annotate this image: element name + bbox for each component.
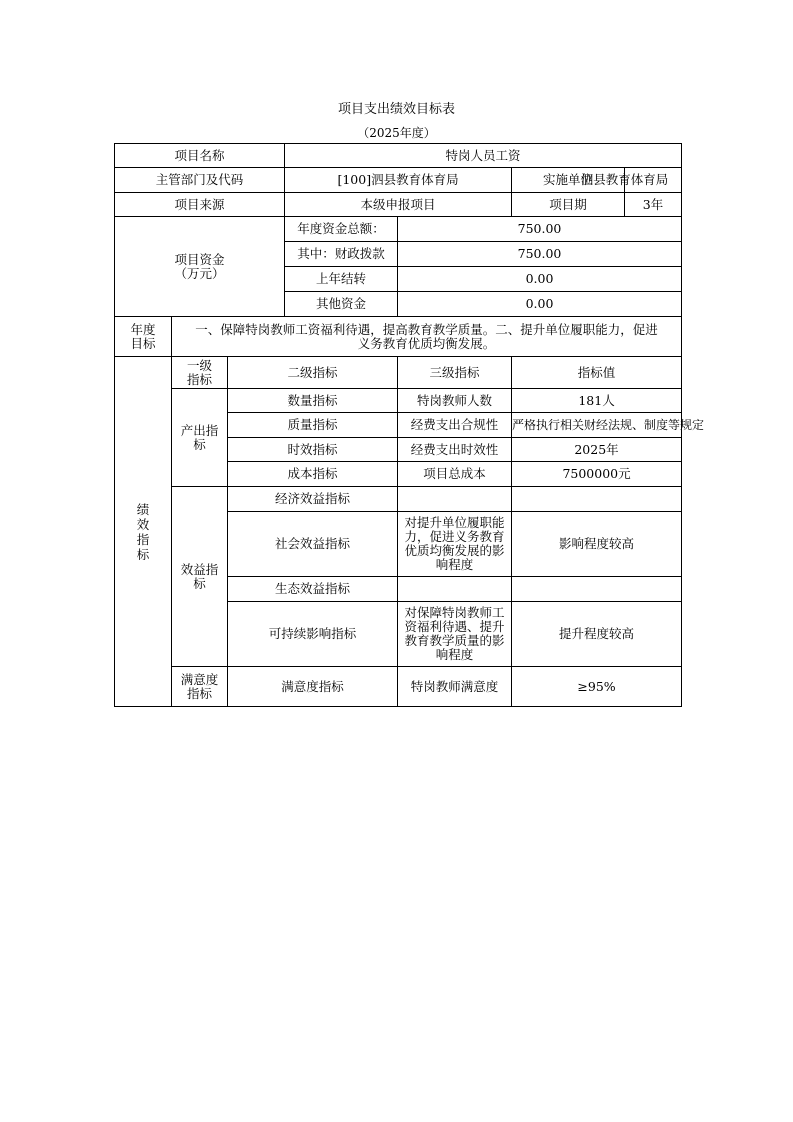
annual-goal-row (115, 317, 682, 357)
indicator-value-cell (512, 487, 682, 512)
level3-cell: 对保障特岗教师工 资福利待遇、提升 教育教学质量的影 响程度 (398, 602, 512, 667)
department-value: [100]泗县教育体育局 (285, 168, 512, 193)
funds-other-value: 0.00 (398, 292, 682, 317)
implementing-unit-value: 泗县教育体育局 (625, 168, 682, 193)
project-funds-unit: （万元） (174, 265, 225, 281)
indicator-value-cell: 影响程度较高 (512, 512, 682, 577)
project-source-row (115, 193, 682, 217)
department-row (115, 168, 682, 193)
level3-cell: 特岗教师满意度 (398, 667, 512, 707)
project-name-label: 项目名称 (115, 144, 285, 168)
indicator-value-cell: 7500000元 (512, 462, 682, 487)
indicator-value-cell (512, 577, 682, 602)
indicator-value-cell: 181人 (512, 389, 682, 413)
level2-cell: 经济效益指标 (228, 487, 398, 512)
page-subtitle: （2025年度） (357, 126, 436, 140)
project-name-row (115, 144, 682, 168)
indicator-row (115, 667, 682, 707)
project-funds-label (115, 217, 285, 317)
annual-goal-text: 一、保障特岗教师工资福利待遇，提高教育教学质量。二、提升单位履职能力，促进 义务教育优质均衡发展。 (172, 317, 682, 357)
benefit-indicator-label: 效益指 标 (172, 487, 228, 667)
performance-indicators-label: 绩效指标 (115, 357, 172, 707)
level2-cell: 满意度指标 (228, 667, 398, 707)
satisfaction-indicator-label: 满意度 指标 (172, 667, 228, 707)
level3-header: 三级指标 (398, 357, 512, 389)
project-source-label: 项目来源 (115, 193, 285, 217)
indicator-value-cell: 严格执行相关财经法规、制度等规定 (512, 413, 682, 438)
funds-row-total (115, 217, 682, 242)
project-funds-title: 项目资金 (174, 251, 225, 267)
level2-cell: 数量指标 (228, 389, 398, 413)
performance-target-table (114, 143, 705, 707)
level2-cell: 社会效益指标 (228, 512, 398, 577)
indicator-value-cell: ≥95% (512, 667, 682, 707)
level3-cell: 项目总成本 (398, 462, 512, 487)
indicator-row (115, 487, 682, 512)
level3-cell: 经费支出合规性 (398, 413, 512, 438)
project-period-label: 项目期 (512, 193, 625, 217)
level3-cell: 经费支出时效性 (398, 438, 512, 462)
funds-fiscal-value: 750.00 (398, 242, 682, 267)
level2-cell: 质量指标 (228, 413, 398, 438)
level3-cell: 对提升单位履职能 力，促进义务教育 优质均衡发展的影 响程度 (398, 512, 512, 577)
annual-goal-label: 年度 目标 (115, 317, 172, 357)
funds-carryover-value: 0.00 (398, 267, 682, 292)
funds-fiscal-label: 其中：财政拨款 (285, 242, 398, 267)
level2-header: 二级指标 (228, 357, 398, 389)
funds-total-label: 年度资金总额： (285, 217, 398, 242)
level1-header: 一级 指标 (172, 357, 228, 389)
funds-other-label: 其他资金 (285, 292, 398, 317)
level2-cell: 可持续影响指标 (228, 602, 398, 667)
page-title: 项目支出绩效目标表 (337, 102, 455, 117)
level3-cell (398, 577, 512, 602)
level2-cell: 生态效益指标 (228, 577, 398, 602)
project-name-value: 特岗人员工资 (285, 144, 682, 168)
indicator-value-cell: 2025年 (512, 438, 682, 462)
level3-cell: 特岗教师人数 (398, 389, 512, 413)
level3-cell (398, 487, 512, 512)
indicator-value-header: 指标值 (512, 357, 682, 389)
project-period-value: 3年 (625, 193, 682, 217)
indicator-row (115, 389, 682, 413)
department-label: 主管部门及代码 (115, 168, 285, 193)
implementing-unit-label: 实施单位 (512, 168, 625, 193)
funds-total-value: 750.00 (398, 217, 682, 242)
output-indicator-label: 产出指 标 (172, 389, 228, 487)
indicator-value-cell: 提升程度较高 (512, 602, 682, 667)
project-source-value: 本级申报项目 (285, 193, 512, 217)
indicator-header-row (115, 357, 682, 389)
level2-cell: 成本指标 (228, 462, 398, 487)
level2-cell: 时效指标 (228, 438, 398, 462)
funds-carryover-label: 上年结转 (285, 267, 398, 292)
